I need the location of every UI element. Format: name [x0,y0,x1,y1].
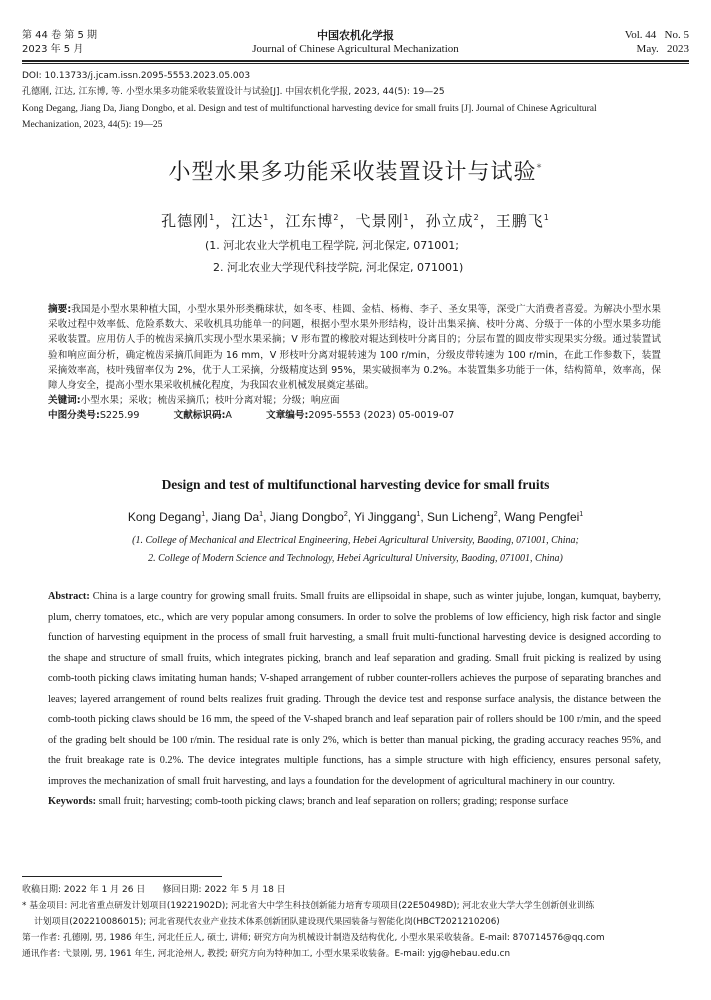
first-author-note: 第一作者: 孔德刚, 男, 1986 年生, 河北任丘人, 硕士, 讲师; 研究方向为机械设计制造及结构优化, 小型水果采收装备。E-mail: 870714576@qq.com [22,933,605,943]
authors-cn [0,210,711,231]
volume-issue-en: Vol. 44 No. 5 [624,29,689,41]
keywords-cn-label: 关键词: [48,395,81,407]
affiliation-en-1: (1. College of Mechanical and Electrical Engineering, Hebei Agricultural University, Baoding, 071001, China; [132,535,579,546]
fund-line-2: 计划项目(2022100860​15); 河北省现代农业产业技术体系创新团队建设现代果园装备与智能化岗(HBCT2021210206) [34,917,500,927]
journal-name-en: Journal of Chinese Agricultural Mechanization [252,43,459,55]
affiliation-cn-1: (1. 河北农业大学机电工程学院, 河北保定, 071001; [205,239,459,252]
citation-en-line1: Kong Degang, Jiang Da, Jiang Dongbo, et al. Design and test of multifunctional harvesting device for small fruits [J]. Journal of Chinese Agricultural [22,103,597,114]
abstract-en [48,587,661,813]
author-affiliation-marker: 1 [201,511,206,518]
paper-title-cn [0,155,711,186]
author-name: Yi Jinggang [354,510,417,524]
author-affiliation-marker: 1 [416,511,421,518]
header-rule-thin [22,63,689,64]
article-number: 2095-5553 (2023) 05-0019-07 [308,410,455,422]
author-name: Kong Degang [127,510,202,524]
author-affiliation-marker: 1 [403,213,410,222]
abstract-cn-text: 我国是小型水果种植大国，小型水果外形类椭球状，如冬枣、桂圆、金桔、杨梅、李子、圣女果等，深受广大消费者喜爱。为解决小型水果采收过程中效率低、危险系数大、采收机具功能单一的问题，根据小型水果外形结构，设计出集采摘、枝叶分离、分级于一体的小型水果多功能采收装置。应用仿人手的梳齿采摘爪实现小型水果采摘；V 形布置的橡胶对辊达到枝叶分离目的；分层布置的圆皮带实现果实分级。通过装置试验和响应面分析，确定梳齿采摘爪间距为 16 mm，V 形枝叶分离对辊转速为 100 r/min，分级皮带转速为 100 r/min，在此工作参数下，装置采摘效率高，枝叶残留率仅为 2%，优于人工采摘，分级精度达到 95%，果实破损率为 0.2%。本装置集多功能于一体，结构简单，效率高，保障人身安全，提高小型水果采收机械化程度，为我国农业机械发展奠定基础。 [48,304,662,392]
date-cn: 2023 年 5 月 [22,44,84,55]
author-name: 江东博 [285,212,334,230]
paper-title-en: Design and test of multifunctional harvesting device for small fruits [161,477,550,492]
author-name: Wang Pengfei [504,510,580,524]
author-affiliation-marker: 2 [343,511,348,518]
author-separator: , [420,510,428,524]
author-affiliation-marker: 1 [209,213,216,222]
header-rule [22,60,689,62]
author-name: 孙立成 [425,212,474,230]
doi-line: DOI: 10.13733/j.jcam.issn.2095-5553.2023.05.003 [22,71,251,81]
author-name: 弋景刚 [355,212,404,230]
author-name: 江达 [231,212,264,230]
author-affiliation-marker: 1 [579,511,584,518]
author-affiliation-marker: 2 [473,213,480,222]
author-separator: , [347,510,355,524]
date-en: May. 2023 [636,43,689,55]
author-separator: , [205,510,212,524]
fund-line-1: * 基金项目: 河北省重点研发计划项目(19221902D); 河北省大中学生科技创新能力培育专项项目(22E50498D); 河北农业大学大学生创新创业训练 [22,901,595,911]
citation-en-line2: Mechanization, 2023, 44(5): 19—25 [22,119,163,130]
abstract-cn [48,302,661,424]
affiliation-cn-2: 2. 河北农业大学现代科技学院, 河北保定, 071001) [213,261,464,274]
keywords-en: small fruit; harvesting; comb-tooth picking claws; branch and leaf separation on rollers; grading; response surface [98,796,569,807]
author-affiliation-marker: 1 [543,213,550,222]
title-fund-marker: * [536,162,543,174]
author-affiliation-marker: 1 [263,213,270,222]
corresponding-author-note: 通讯作者: 弋景刚, 男, 1961 年生, 河北沧州人, 教授; 研究方向为特种加工, 小型水果采收装备。E-mail: yjg@hebau.edu.cn [22,949,511,959]
affiliation-en-2: 2. College of Modern Science and Technology, Hebei Agricultural University, Baoding, 071001, China) [148,553,563,564]
author-affiliation-marker: 2 [333,213,340,222]
author-separator: ， [269,212,286,230]
journal-name-cn: 中国农机化学报 [317,29,394,42]
author-separator: , [263,510,270,524]
clc-number: S225.99 [99,410,140,422]
author-separator: ， [409,212,426,230]
abstract-en-text: China is a large country for growing small fruits. Small fruits are ellipsoidal in shape, such as winter jujube, longan, kumquat, bayberry, plum, cherry tomatoes, etc., which are very popular among consumers. In order to solve the problems of low efficiency, high risk factor and single function of harvesting equipment in the process of small fruit harvesting, a small fruit multi-functional harvesting device is designed according to the shape and structure of small fruits, which integrates picking, branch and leaf separation and grading. Small fruit picking is realized by using comb-tooth picking claws imitating human hands; V-shaped arrangement of rubber counter-rollers achieves the purpose of separating branches and leaves; layered arrangement of round belts realizes fruit grading. Through the device test and response surface analysis, the distance between the comb-tooth picking claws should be 16 mm, the speed of the V-shaped branch and leaf separation pair of rollers should be 100 r/min, and the speed of the grading belt should be 100 r/min. The residual rate is only 2%, which is better than manual picking, the grading accuracy reaches 95%, and the fruit breakage rate is 0.2%. The device integrates multiple functions, has a simple structure with high efficiency, ensures personal safety, improves the mechanization of small fruit harvesting, and lays a foundation for the development of agricultural machinery in our country. [48,591,661,787]
clc-label: 中图分类号: [48,410,100,422]
abstract-en-label: Abstract: [48,591,90,602]
volume-issue-cn: 第 44 卷 第 5 期 [22,30,97,41]
author-affiliation-marker: 1 [259,511,264,518]
footnote-rule [22,876,222,877]
author-name: 王鹏飞 [495,212,544,230]
keywords-en-label: Keywords: [48,796,97,807]
author-name: Sun Licheng [427,510,494,524]
abstract-cn-label: 摘要: [48,304,72,315]
author-affiliation-marker: 2 [493,511,498,518]
doc-code-label: 文献标识码: [173,410,226,422]
title-cn-text: 小型水果多功能采收装置设计与试验 [168,160,537,185]
authors-en [0,510,711,524]
keywords-cn: 小型水果；采收；梳齿采摘爪；枝叶分离对辊；分级；响应面 [80,395,340,407]
author-separator: , [497,510,505,524]
author-separator: ， [215,212,232,230]
author-separator: ， [479,212,496,230]
received-dates: 收稿日期: 2022 年 1 月 26 日 修回日期: 2022 年 5 月 18 日 [22,885,286,895]
article-number-label: 文章编号: [266,410,309,422]
citation-cn: 孔德刚, 江达, 江东博, 等. 小型水果多功能采收装置设计与试验[J]. 中国农机化学报, 2023, 44(5): 19—25 [22,87,445,97]
doc-code: A [225,410,232,422]
author-separator: ， [339,212,356,230]
author-name: Jiang Da [211,510,260,524]
author-name: 孔德刚 [161,212,210,230]
author-name: Jiang Dongbo [269,510,344,524]
